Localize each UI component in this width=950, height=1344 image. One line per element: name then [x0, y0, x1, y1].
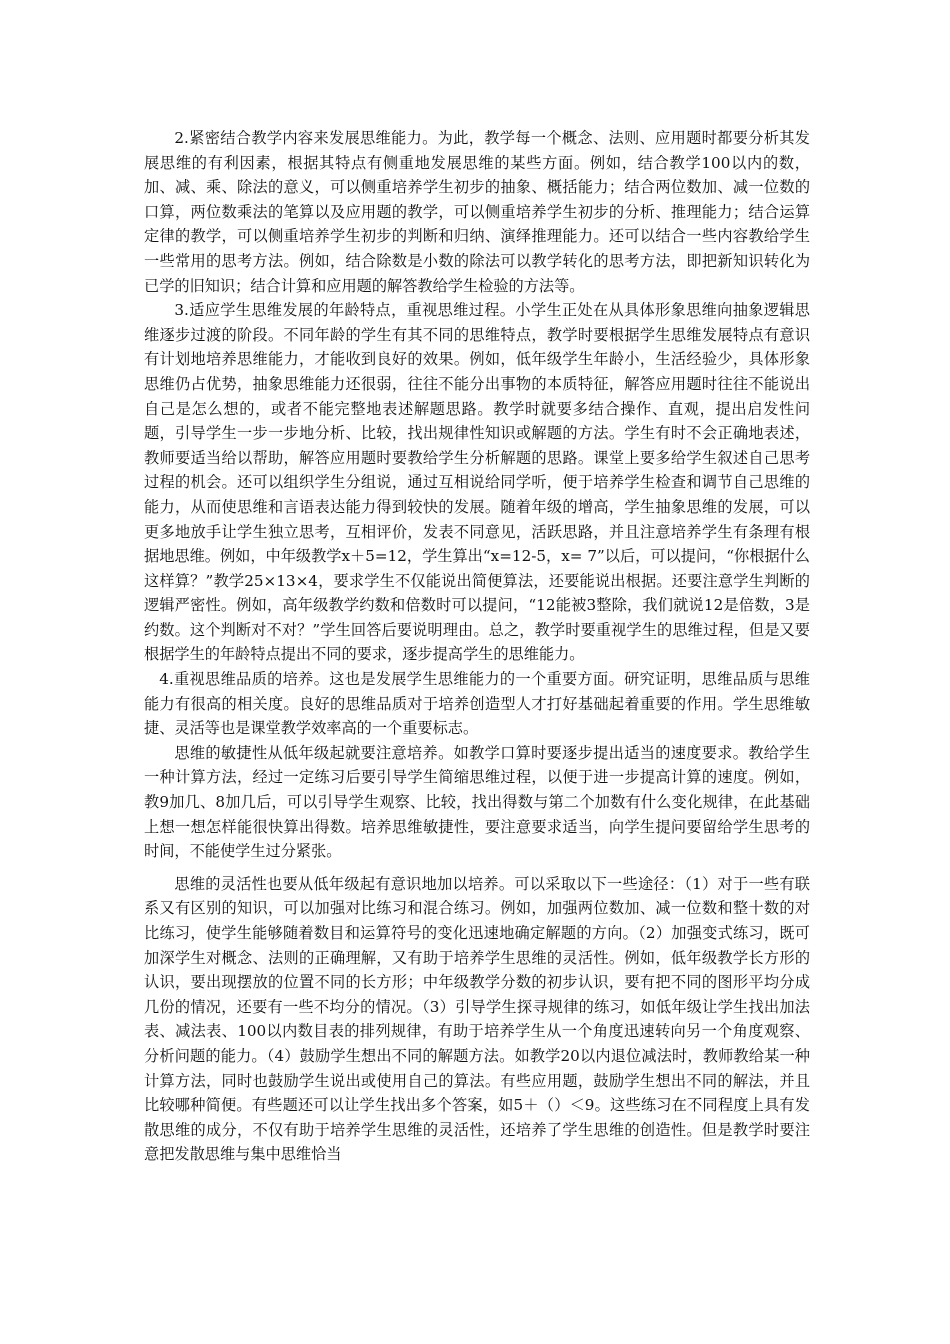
- document-body: [144, 126, 810, 1167]
- paragraph-thinking-flexibility: 思维的灵活性也要从低年级起有意识地加以培养。可以采取以下一些途径：（1）对于一些有联系又有区别的知识，可以加强对比练习和混合练习。例如，加强两位数加、减一位数和整十数的对比练习，使学生能够随着数目和运算符号的变化迅速地确定解题的方向。（2）加强变式练习，既可加深学生对概念、法则的正确理解，又有助于培养学生思维的灵活性。例如，低年级教学长方形的认识，要出现摆放的位置不同的长方形；中年级教学分数的初步认识，要有把不同的图形平均分成几份的情况，还要有一些不均分的情况。（3）引导学生探寻规律的练习，如低年级让学生找出加法表、减法表、100以内数目表的排列规律，有助于培养学生从一个角度迅速转向另一个角度观察、分析问题的能力。（4）鼓励学生想出不同的解题方法。如教学20以内退位减法时，教师教给某一种计算方法，同时也鼓励学生说出或使用自己的算法。有些应用题，鼓励学生想出不同的解法，并且比较哪种简便。有些题还可以让学生找出多个答案，如5＋（）＜9。这些练习在不同程度上具有发散思维的成分，不仅有助于培养学生思维的灵活性，还培养了学生思维的创造性。但是教学时要注意把发散思维与集中思维恰当: [144, 874, 810, 1164]
- paragraph-thinking-agility: 思维的敏捷性从低年级起就要注意培养。如教学口算时要逐步提出适当的速度要求。教给学生一种计算方法，经过一定练习后要引导学生简缩思维过程，以便于进一步提高计算的速度。例如，教9加几、8加几后，可以引导学生观察、比较，找出得数与第二个加数有什么变化规律，在此基础上想一想怎样能很快算出得数。培养思维敏捷性，要注意要求适当，向学生提问要留给学生思考的时间，不能使学生过分紧张。: [144, 743, 810, 861]
- paragraph-thinking-quality: 4.重视思维品质的培养。这也是发展学生思维能力的一个重要方面。研究证明，思维品质与思维能力有很高的相关度。良好的思维品质对于培养创造型人才打好基础起着重要的作用。学生思维敏捷、灵活等也是课堂教学效率高的一个重要标志。: [144, 670, 810, 738]
- paragraph-thinking-age: 3.适应学生思维发展的年龄特点，重视思维过程。小学生正处在从具体形象思维向抽象逻辑思维逐步过渡的阶段。不同年龄的学生有其不同的思维特点，教学时要根据学生思维发展特点有意识有计划地培养思维能力，才能收到良好的效果。例如，低年级学生年龄小，生活经验少，具体形象思维仍占优势，抽象思维能力还很弱，往往不能分出事物的本质特征，解答应用题时往往不能说出自己是怎么想的，或者不能完整地表述解题思路。教学时就要多结合操作、直观，提出启发性问题，引导学生一步一步地分析、比较，找出规律性知识或解题的方法。学生有时不会正确地表述，教师要适当给以帮助，解答应用题时要教给学生分析解题的思路。课堂上要多给学生叙述自己思考过程的机会。还可以组织学生分组说，通过互相说给同学听，便于培养学生检查和调节自己思维的能力，从而使思维和言语表达能力得到较快的发展。随着年级的增高，学生抽象思维的发展，可以更多地放手让学生独立思考，互相评价，发表不同意见，活跃思路，并且注意培养学生有条理有根据地思维。例如，中年级教学x＋5=12，学生算出“x=12-5，x= 7”以后，可以提问，“你根据什么这样算？”教学25×13×4，要求学生不仅能说出简便算法，还要能说出根据。还要注意学生判断的逻辑严密性。例如，高年级教学约数和倍数时可以提问，“12能被3整除，我们就说12是倍数，3是约数。这个判断对不对？”学生回答后要说明理由。总之，教学时要重视学生的思维过程，但是又要根据学生的年龄特点提出不同的要求，逐步提高学生的思维能力。: [144, 301, 810, 664]
- paragraph-thinking-content: 2.紧密结合教学内容来发展思维能力。为此，教学每一个概念、法则、应用题时都要分析其发展思维的有利因素，根据其特点有侧重地发展思维的某些方面。例如，结合教学100以内的数，加、减、乘、除法的意义，可以侧重培养学生初步的抽象、概括能力；结合两位数加、减一位数的口算，两位数乘法的笔算以及应用题的教学，可以侧重培养学生初步的分析、推理能力；结合运算定律的教学，可以侧重培养学生初步的判断和归纳、演绎推理能力。还可以结合一些内容教给学生一些常用的思考方法。例如，结合除数是小数的除法可以教学转化的思考方法，即把新知识转化为已学的旧知识；结合计算和应用题的解答教给学生检验的方法等。: [144, 129, 810, 295]
- paragraph-spacer: [144, 864, 810, 872]
